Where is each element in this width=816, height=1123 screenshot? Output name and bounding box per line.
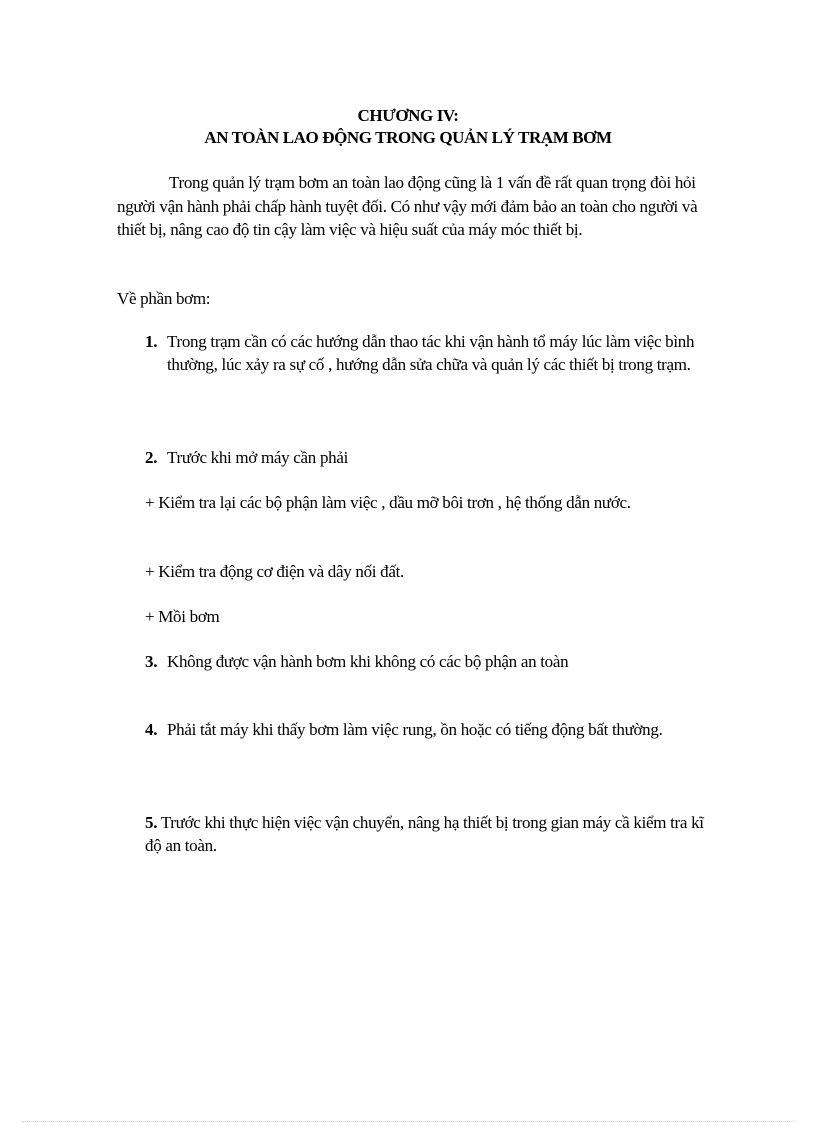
list-item-text: Trong trạm cần có các hướng dẫn thao tác khi vận hành tổ máy lúc làm việc bình thường, lúc xảy ra sự cố , hướng dẫn sửa chữa và quản lý các thiết bị trong trạm.: [167, 332, 695, 374]
section-label: Về phần bơm:: [117, 289, 211, 308]
list-item-number: 4.: [145, 720, 158, 739]
list-item-text: Phải tắt máy khi thấy bơm làm việc rung, ồn hoặc có tiếng động bất thường.: [167, 720, 663, 739]
page-bottom-rule: [22, 1121, 794, 1122]
list-item-number: 1.: [145, 332, 158, 351]
sub-item: + Kiểm tra lại các bộ phận làm việc , dầu mỡ bôi trơn , hệ thống dẫn nước.: [145, 493, 631, 512]
list-item-text: Trước khi thực hiện việc vận chuyển, nâng hạ thiết bị trong gian máy cầ kiểm tra kĩ độ an toàn.: [145, 813, 704, 855]
list-item-number: 5.: [145, 813, 158, 832]
list-item-text: Không được vận hành bơm khi không có các bộ phận an toàn: [167, 652, 569, 671]
intro-paragraph: Trong quản lý trạm bơm an toàn lao động cũng là 1 vấn đề rất quan trọng đòi hỏi người vận hành phải chấp hành tuyệt đối. Có như vậy mới đảm bảo an toàn cho người và thiết bị, nâng cao độ tin cậy làm việc và hiệu suất của máy móc thiết bị.: [117, 173, 698, 239]
list-item-text: Trước khi mở máy cần phải: [167, 448, 349, 467]
list-item: [145, 446, 705, 469]
sub-item: + Kiểm tra động cơ điện và dây nối đất.: [145, 562, 404, 581]
list-item: [145, 718, 705, 741]
chapter-heading: CHƯƠNG IV:: [357, 106, 459, 125]
list-item: [145, 811, 705, 857]
chapter-title: AN TOÀN LAO ĐỘNG TRONG QUẢN LÝ TRẠM BƠM: [204, 128, 612, 147]
list-item: [145, 650, 705, 673]
sub-item: + Mồi bơm: [145, 607, 220, 626]
list-item-number: 2.: [145, 448, 158, 467]
list-item-number: 3.: [145, 652, 158, 671]
list-item: [145, 330, 705, 376]
